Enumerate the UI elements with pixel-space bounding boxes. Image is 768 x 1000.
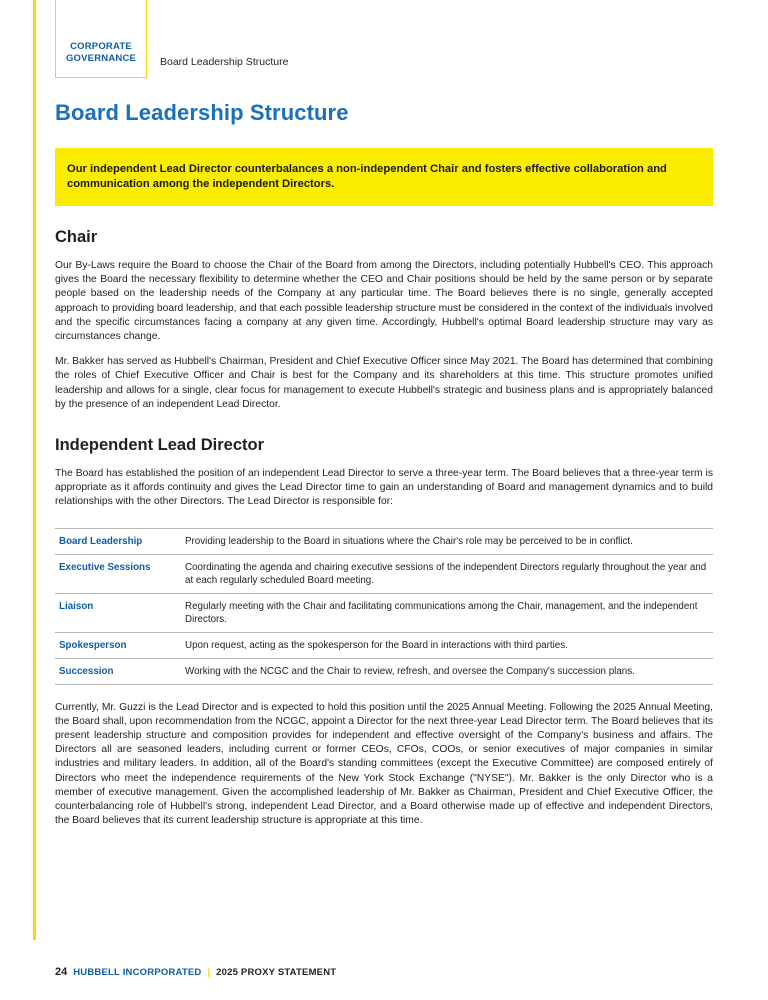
responsibility-label: Executive Sessions — [59, 561, 151, 573]
chair-paragraph-1: Our By-Laws require the Board to choose the Chair of the Board from among the Directors, including potentially Hubbell's CEO. This approach gives the Board the necessary flexibility to determine whether the CEO and Chair positions should be held by the same person or by separate people based on the leadership needs of the Company at any particular time. The Board believes there is no single, generally accepted approach to providing board leadership, and that each possible leadership structure must be considered in the context of the individuals involved and the specific circumstances facing a company at any given time. Accordingly, Hubbell's optimal Board leadership structure may vary as circumstances change. — [55, 260, 713, 343]
running-header: Board Leadership Structure — [160, 56, 289, 68]
highlight-callout-text: Our independent Lead Director counterbalances a non-independent Chair and fosters effective collaboration and communication among the independent Directors. — [67, 163, 667, 190]
lead-director-intro: The Board has established the position of an independent Lead Director to serve a three-year term. The Board believes that a three-year term is appropriate as it affords continuity and gives the Lead Director time to gain an understanding of Board and management dynamics and to build relationships with the other Directors. The Lead Director is responsible for: — [55, 468, 713, 508]
chair-paragraph-2: Mr. Bakker has served as Hubbell's Chairman, President and Chief Executive Officer since May 2021. The Board has determined that combining the roles of Chief Executive Officer and Chair is best for the Company and its shareholders at this time. This structure promotes unified leadership and allows for a single, clear focus for management to execute Hubbell's strategic and business plans and is appropriately balanced by the presence of an independent Lead Director. — [55, 356, 713, 410]
section-tab-text — [66, 41, 136, 65]
responsibility-description: Upon request, acting as the spokesperson for the Board in interactions with third parties. — [185, 639, 568, 651]
responsibilities-table — [55, 528, 713, 685]
footer-page-number: 24 — [55, 966, 68, 978]
responsibility-label: Succession — [59, 665, 114, 677]
responsibility-label: Liaison — [59, 600, 94, 612]
footer-document-name: 2025 PROXY STATEMENT — [216, 967, 337, 978]
page-footer — [55, 966, 336, 978]
footer-separator: | — [207, 967, 211, 978]
page-title: Board Leadership Structure — [55, 100, 349, 125]
lead-director-closing: Currently, Mr. Guzzi is the Lead Director and is expected to hold this position until the 2025 Annual Meeting. Following the 2025 Annual Meeting, the Board shall, upon recommendation from the NCGC, appoint a Director for the next three-year Lead Director term. The Board believes that its present leadership structure and composition provides for independent and effective oversight of the Company's business and affairs. The Directors all are seasoned leaders, including current or former CEOs, CFOs, COOs, or senior executives of major companies in similar industries and military leaders. In addition, all of the Board's standing committees (except the Executive Committee) are composed entirely of Directors who meet the independence requirements of the New York Stock Exchange ("NYSE"). Mr. Bakker is the only Director who is a member of executive management. Given the accomplished leadership of Mr. Bakker as Chairman, President and Chief Executive Officer, the counterbalancing role of Hubbell's strong, independent Lead Director, and a Board otherwise made up of effective and independent Directors, the Board believes that its current leadership structure is appropriate at this time. — [55, 701, 713, 827]
section-tab — [55, 0, 147, 78]
table-row — [55, 658, 713, 684]
page-content — [55, 100, 713, 828]
responsibility-label: Board Leadership — [59, 535, 143, 547]
responsibility-description: Providing leadership to the Board in situations where the Chair's role may be perceived to be in conflict. — [185, 535, 633, 547]
footer-company-name: HUBBELL INCORPORATED — [73, 967, 202, 978]
section-tab-line2: GOVERNANCE — [65, 53, 137, 64]
responsibility-description: Working with the NCGC and the Chair to review, refresh, and oversee the Company's succession plans. — [185, 665, 635, 677]
heading-chair: Chair — [55, 228, 98, 246]
section-tab-line1: CORPORATE — [70, 41, 132, 52]
responsibility-label: Spokesperson — [59, 639, 127, 651]
table-row — [55, 554, 713, 593]
highlight-callout — [55, 148, 713, 206]
responsibility-description: Regularly meeting with the Chair and facilitating communications among the Chair, management, and the independent Directors. — [185, 600, 698, 625]
table-row — [55, 632, 713, 658]
responsibility-description: Coordinating the agenda and chairing executive sessions of the independent Directors regularly throughout the year and at each regularly scheduled Board meeting. — [185, 561, 707, 586]
heading-independent-lead-director: Independent Lead Director — [55, 436, 265, 455]
table-row — [55, 593, 713, 632]
left-accent-rule — [33, 0, 36, 940]
table-row — [55, 528, 713, 554]
